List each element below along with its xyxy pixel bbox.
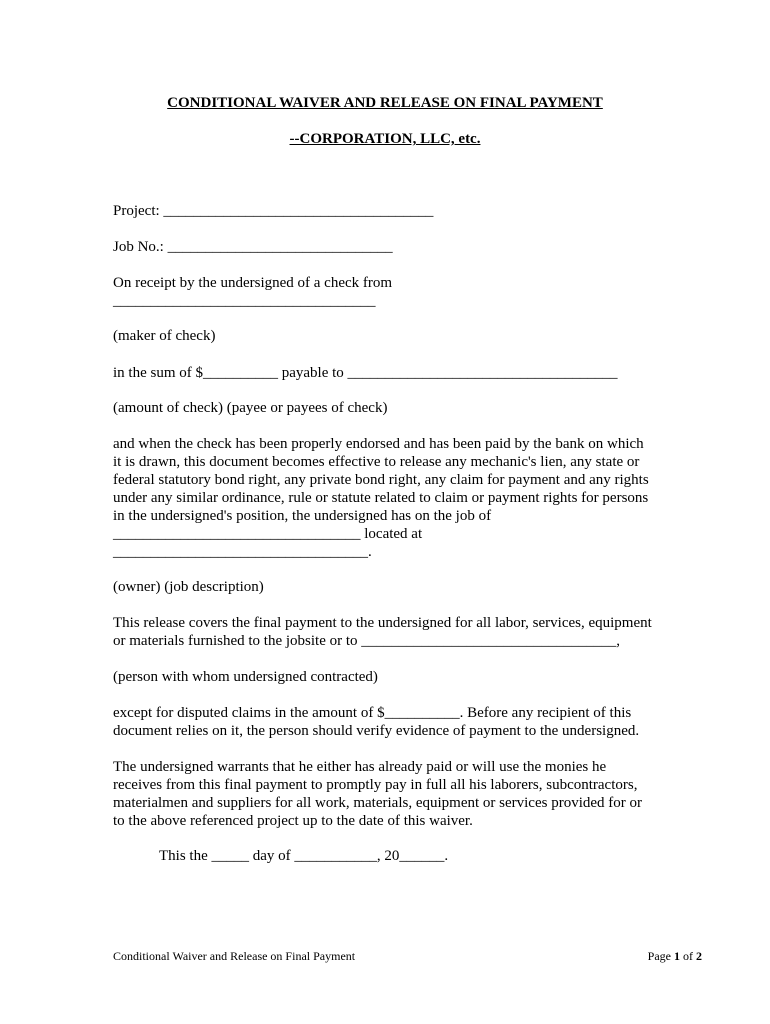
coverage-paragraph (113, 614, 770, 650)
paragraph-line: under any similar ordinance, rule or statute related to claim or payment rights for persons (113, 490, 649, 506)
paragraph-line: to the above referenced project up to the date of this waiver. (113, 813, 473, 829)
receipt-line: On receipt by the undersigned of a check from (113, 275, 393, 291)
paragraph-line: The undersigned warrants that he either has already paid or will use the monies he (113, 759, 607, 775)
paragraph-line: __________________________________. (113, 544, 372, 560)
sum-line: in the sum of $__________ payable to ____________________________________ (113, 365, 618, 381)
release-paragraph (113, 435, 770, 561)
paragraph-line: and when the check has been properly endorsed and has been paid by the bank on which (113, 436, 644, 452)
amount-label: (amount of check) (payee or payees of check) (113, 400, 388, 416)
disputed-paragraph (113, 704, 770, 740)
project-line: Project: ____________________________________ (113, 203, 434, 219)
page-current: 1 (674, 949, 680, 963)
paragraph-line: _________________________________ located at (113, 526, 423, 542)
page-prefix: Page (647, 949, 674, 963)
maker-label: (maker of check) (113, 328, 216, 344)
paragraph-line: in the undersigned's position, the undersigned has on the job of (113, 508, 492, 524)
page-sep: of (680, 949, 696, 963)
page-number (648, 948, 702, 964)
document-subtitle: --CORPORATION, LLC, etc. (289, 131, 481, 147)
owner-label: (owner) (job description) (113, 579, 264, 595)
receipt-blank: ___________________________________ (113, 293, 376, 309)
job-no-line: Job No.: ______________________________ (113, 239, 393, 255)
paragraph-line: or materials furnished to the jobsite or to __________________________________, (113, 633, 621, 649)
paragraph-line: receives from this final payment to promptly pay in full all his laborers, subcontractors, (113, 777, 638, 793)
document-title: CONDITIONAL WAIVER AND RELEASE ON FINAL PAYMENT (167, 95, 603, 111)
paragraph-line: it is drawn, this document becomes effective to release any mechanic's lien, any state or (113, 454, 640, 470)
paragraph-line: materialmen and suppliers for all work, materials, equipment or services provided for or (113, 795, 642, 811)
person-label: (person with whom undersigned contracted) (113, 669, 378, 685)
footer-title: Conditional Waiver and Release on Final Payment (113, 949, 356, 963)
paragraph-line: This release covers the final payment to the undersigned for all labor, services, equipment (113, 615, 652, 631)
page-total: 2 (696, 949, 702, 963)
document-body (0, 94, 770, 865)
paragraph-line: federal statutory bond right, any private bond right, any claim for payment and any rights (113, 472, 649, 488)
warranty-paragraph (113, 758, 770, 830)
paragraph-line: document relies on it, the person should verify evidence of payment to the undersigned. (113, 723, 640, 739)
paragraph-line: except for disputed claims in the amount of $__________. Before any recipient of this (113, 705, 632, 721)
date-line: This the _____ day of ___________, 20______. (159, 848, 449, 864)
